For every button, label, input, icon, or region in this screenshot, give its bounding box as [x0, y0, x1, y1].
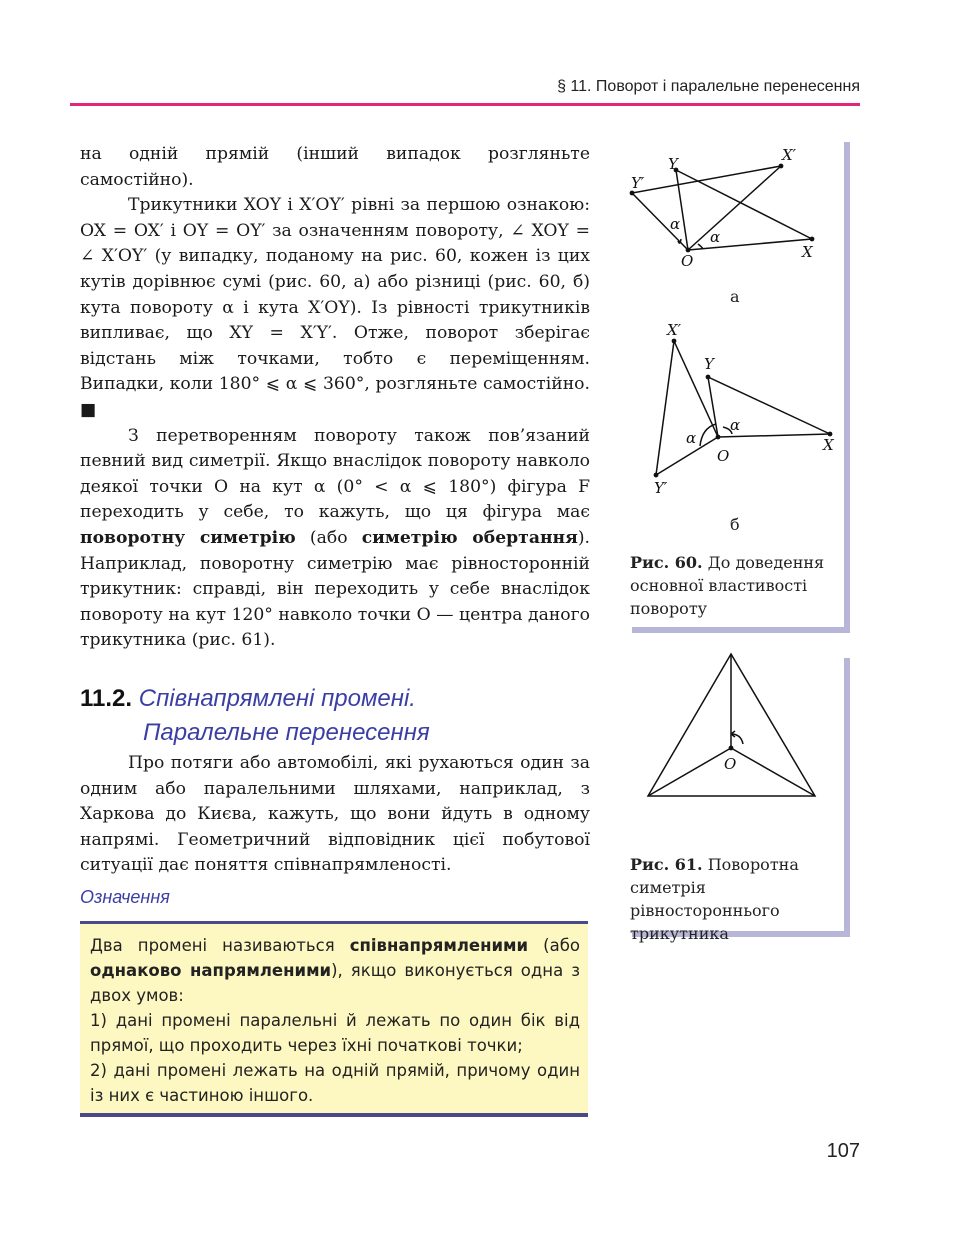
section-title-line1: Співнапрямлені промені. [138, 685, 416, 712]
fig60a-label-O: O [681, 252, 694, 270]
paragraph-1: на одній прямій (інший випадок розгляньте самостійно). [80, 144, 590, 190]
main-text [80, 142, 590, 654]
paragraph-2: Трикутники XOY і X′OY′ рівні за першою ознакою: OX = OX′ і OY = OY′ за означенням повороту, ∠ XOY = ∠ X′OY′ (у випадку, поданому на рис. 60, кожен із цих кутів дорівнює сумі (рис. 60, а) або різниці (рис. 60, б) кута повороту α і кута X′OY). Із рівності трикутників випливає, що XY = X′Y′. Отже, поворот зберігає відстань між точками, тобто є переміщенням. Випадки, коли 180° ⩽ α ⩽ 360°, розгляньте самостійно. ■ [80, 195, 590, 420]
figure-61 [640, 648, 830, 808]
figure-60-caption-text: До доведення основної властивості повороту [630, 553, 825, 618]
definition-text-a: Два промені називаються [90, 936, 350, 955]
figure-60b [640, 320, 850, 500]
section-heading [80, 682, 430, 750]
definition-text-b: (або [528, 936, 580, 955]
section-number: 11.2. [80, 685, 133, 712]
figure-60-caption [630, 551, 842, 620]
figure-60b-label: б [730, 515, 740, 534]
fig60a-label-X: X [802, 243, 813, 261]
figure-60-caption-number: Рис. 60. [630, 553, 703, 572]
definition-item-1: 1) дані промені паралельні й лежать по один бік від прямої, що проходить через їхні початкові точки; [90, 1011, 580, 1055]
section-body [80, 751, 590, 879]
section-paragraph: Про потяги або автомобілі, які рухаються один за одним або паралельними шляхами, наприклад, з Харкова до Києва, кажуть, що вони йдуть в одному напрямі. Геометричний відповідник цієї побутової ситуації дає поняття співнапрямленості. [80, 753, 590, 876]
fig60b-label-O: O [717, 447, 730, 465]
page-number: 107 [826, 1140, 860, 1162]
definition-term-2: однаково напрямленими [90, 961, 332, 980]
fig60b-label-alpha1: α [686, 429, 697, 447]
fig60b-label-Y: Y [704, 355, 714, 373]
paragraph-3 [80, 424, 590, 654]
running-head: § 11. Поворот і паралельне перенесення [557, 78, 860, 95]
definition-box [80, 921, 588, 1117]
header-rule [70, 103, 860, 106]
definition-term-1: співнапрямленими [349, 936, 529, 955]
fig61-label-O: O [724, 755, 737, 773]
definition-label: Означення [80, 887, 170, 907]
paragraph-3-text-b: (або [295, 527, 362, 548]
figure-61-caption [630, 853, 842, 945]
paragraph-3-text-c: ). Наприклад, поворотну симетрію має рівносторонній трикутник: справді, він переходить у себе внаслідок повороту на кут 120° навколо точки O — центра даного трикутника (рис. 61). [80, 527, 590, 651]
definition-text-c: ), якщо виконується одна з двох умов: [90, 961, 580, 1005]
fig60b-label-X: X [823, 436, 834, 454]
section-title-line2: Паралельне перенесення [143, 719, 430, 746]
figure-60a-label: а [730, 287, 740, 306]
fig60b-label-alpha2: α [730, 416, 741, 434]
fig60a-label-Y: Y [668, 155, 678, 173]
figure-60a [620, 145, 840, 275]
fig60a-label-alpha1: α [670, 215, 681, 233]
fig60b-label-Xp: X′ [667, 321, 682, 339]
term-rotational-symmetry: поворотну симетрію [80, 527, 296, 548]
fig60a-label-Yp: Y′ [631, 174, 645, 192]
paragraph-3-text-a: З перетворенням повороту також пов’язаний певний вид симетрії. Якщо внаслідок повороту навколо деякої точки O на кут α (0° < α ⩽ 180°) фігура F переходить у себе, то кажуть, що ця фігура має [80, 425, 590, 523]
term-rotation-symmetry: симетрію обертання [361, 527, 578, 548]
figure-61-caption-text: Поворотна симетрія рівностороннього трикутника [630, 855, 799, 943]
fig60a-label-Xp: X′ [782, 146, 797, 164]
fig60b-label-Yp: Y′ [654, 479, 668, 497]
fig60a-label-alpha2: α [710, 228, 721, 246]
figure-61-caption-number: Рис. 61. [630, 855, 703, 874]
definition-main [90, 933, 580, 1008]
definition-item-2: 2) дані промені лежать на одній прямій, причому один із них є частиною іншого. [90, 1061, 580, 1105]
